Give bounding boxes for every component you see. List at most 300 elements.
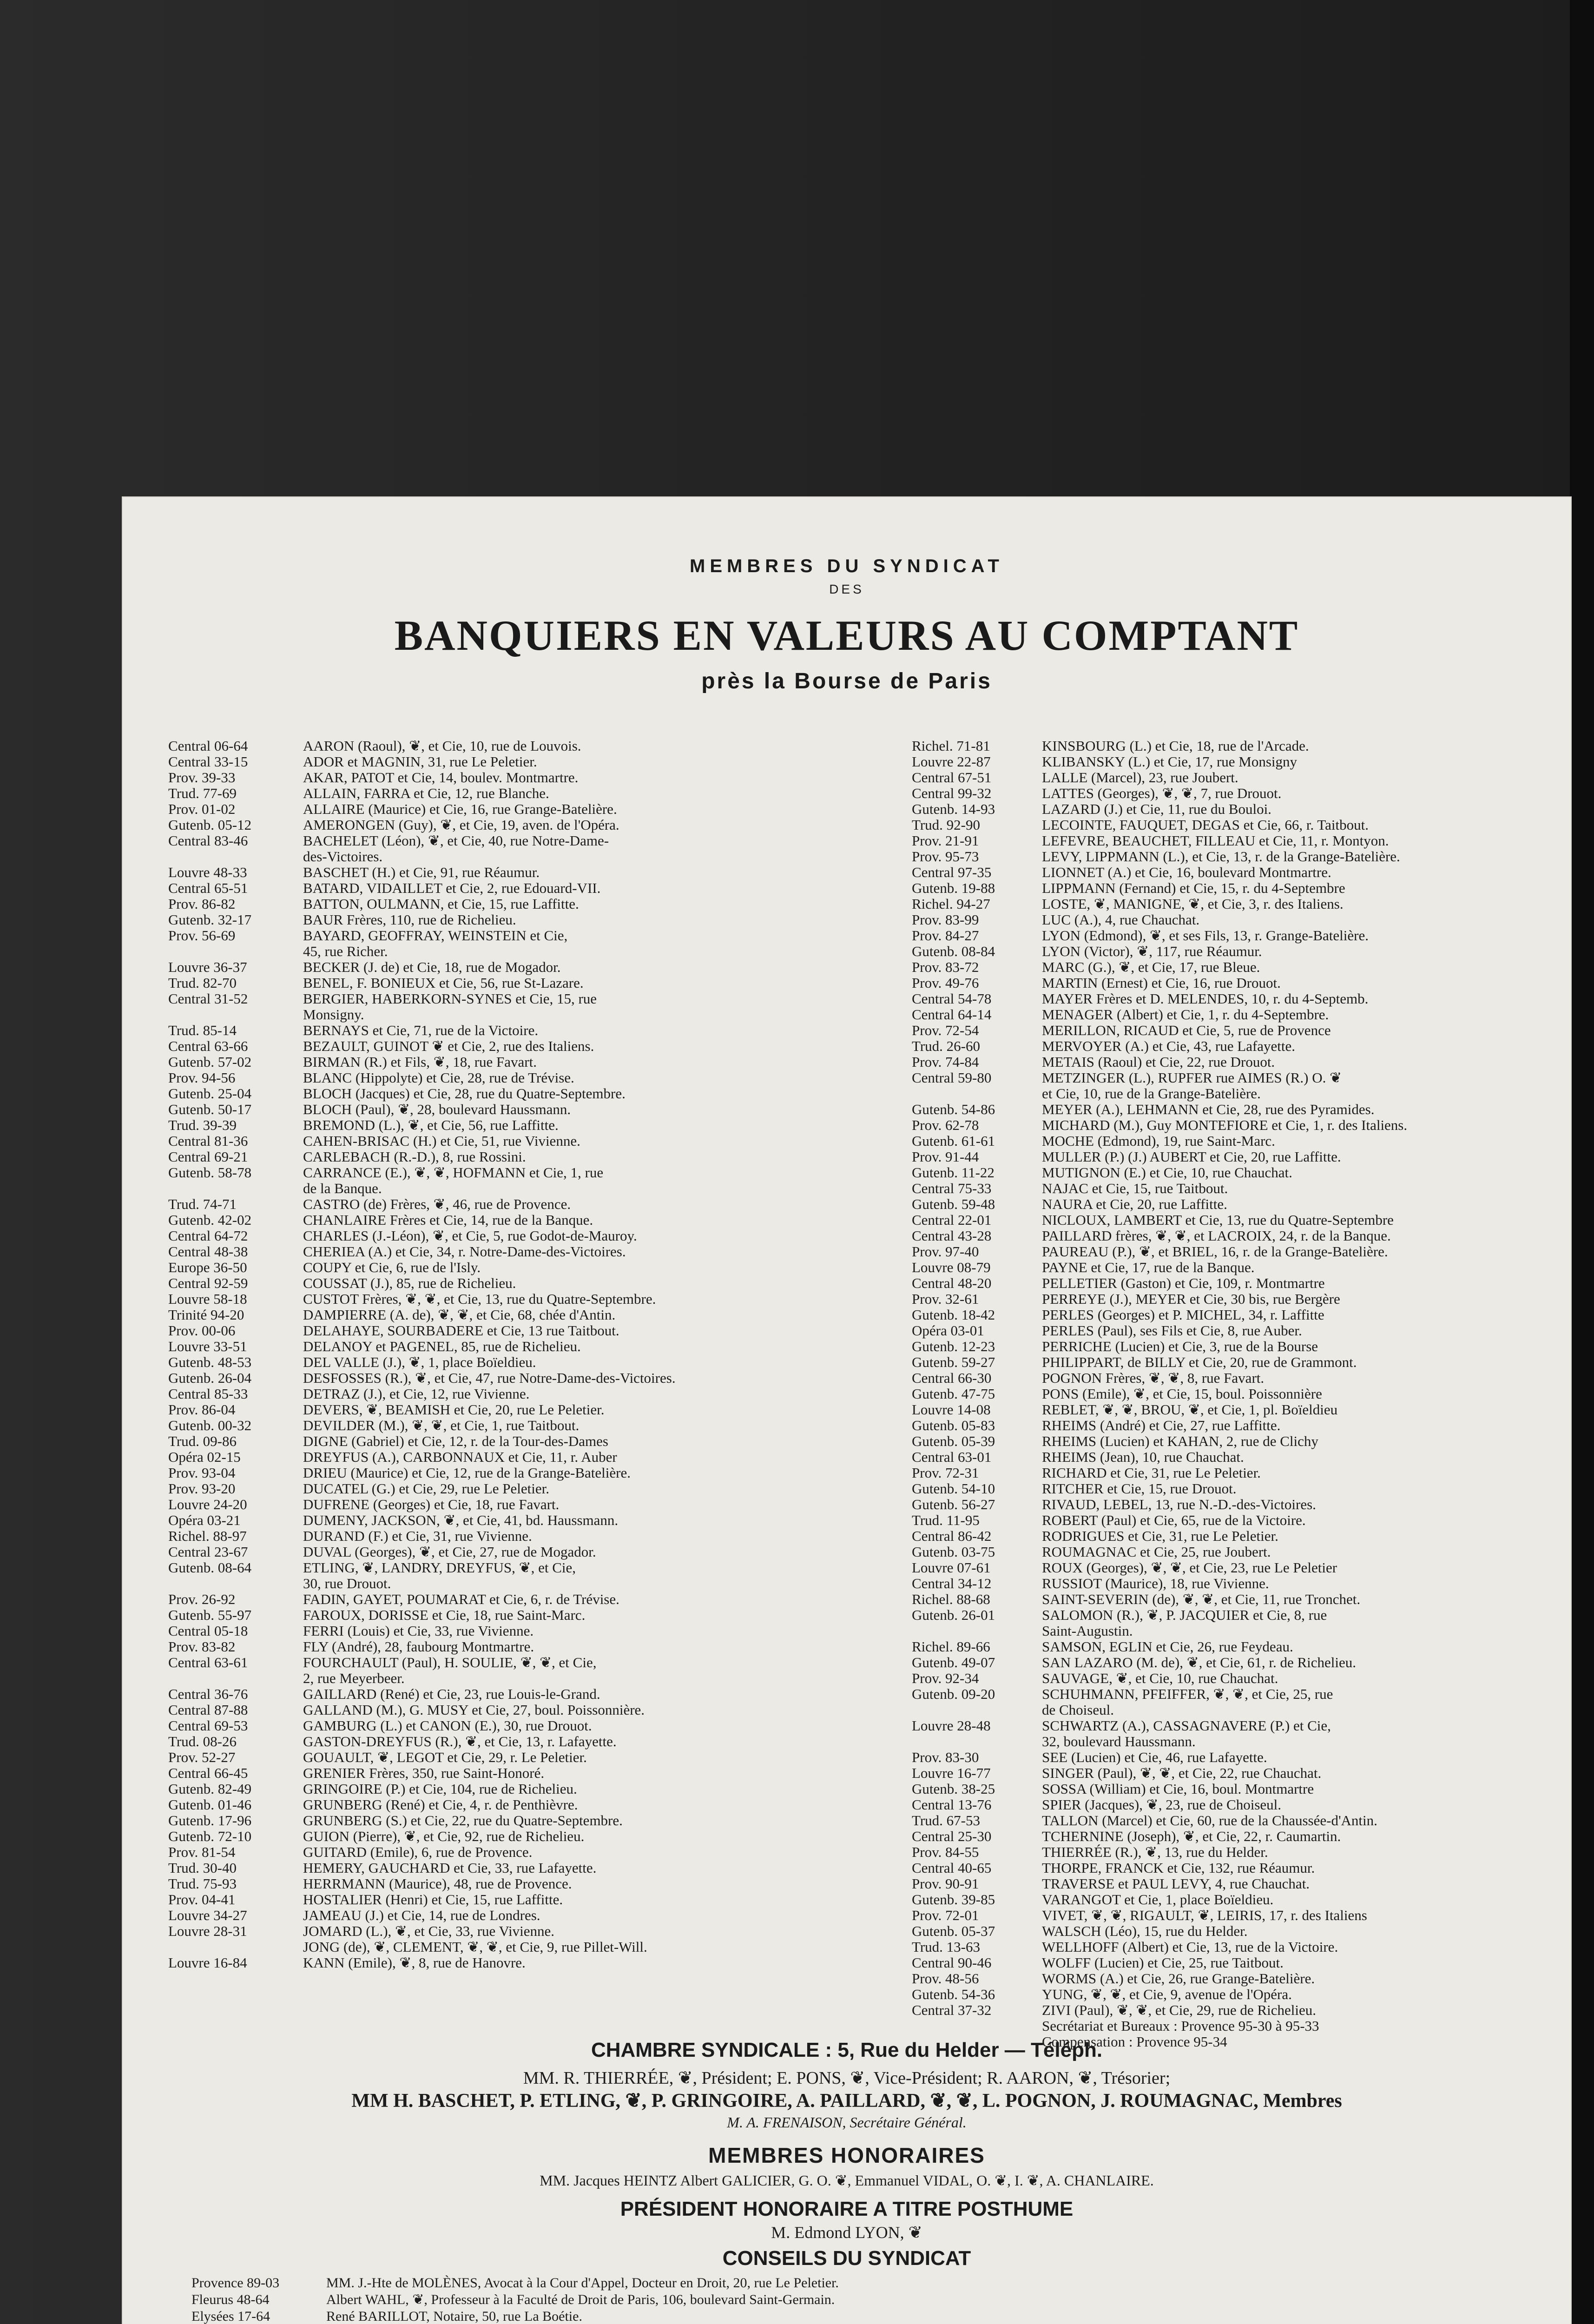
phone-number: Prov. 94-56 <box>168 1070 236 1086</box>
list-item <box>912 1497 1562 1512</box>
phone-number: Trud. 82-70 <box>168 975 237 991</box>
phone-number: Central 81-36 <box>168 1133 248 1149</box>
member-entry: KLIBANSKY (L.) et Cie, 17, rue Monsigny <box>1042 754 1298 770</box>
list-item <box>168 849 884 865</box>
phone-number: Prov. 90-91 <box>912 1876 979 1892</box>
member-entry: AARON (Raoul), ❦, et Cie, 10, rue de Louvois. <box>303 738 581 754</box>
list-item <box>912 1544 1562 1560</box>
phone-number: Louvre 24-20 <box>168 1497 247 1512</box>
list-item <box>168 1275 884 1291</box>
list-item <box>912 1133 1562 1149</box>
member-entry: PERLES (Georges) et P. MICHEL, 34, r. Laffitte <box>1042 1307 1324 1323</box>
member-entry: VARANGOT et Cie, 1, place Boïeldieu. <box>1042 1892 1274 1908</box>
phone-number: Prov. 26-92 <box>168 1591 236 1607</box>
member-entry: FLY (André), 28, faubourg Montmartre. <box>303 1639 534 1655</box>
phone-number: Central 67-51 <box>912 770 992 786</box>
list-item <box>912 1576 1562 1591</box>
conseils-title: CONSEILS DU SYNDICAT <box>722 2247 971 2270</box>
list-item <box>912 1291 1562 1307</box>
phone-number: Prov. 84-27 <box>912 928 979 944</box>
list-item <box>168 1102 884 1117</box>
member-entry: COUSSAT (J.), 85, rue de Richelieu. <box>303 1275 516 1291</box>
member-entry: GASTON-DREYFUS (R.), ❦, et Cie, 13, r. Lafayette. <box>303 1734 617 1750</box>
list-item <box>912 991 1562 1007</box>
member-entry: ALLAIN, FARRA et Cie, 12, rue Blanche. <box>303 786 549 801</box>
member-entry: BASCHET (H.) et Cie, 91, rue Réaumur. <box>303 865 540 880</box>
phone-number: Central 37-32 <box>912 2002 992 2018</box>
phone-number: Trud. 08-26 <box>168 1734 237 1750</box>
member-entry: MOCHE (Edmond), 19, rue Saint-Marc. <box>1042 1133 1275 1149</box>
member-entry: MENAGER (Albert) et Cie, 1, r. du 4-Septembre. <box>1042 1007 1329 1023</box>
member-entry: GRUNBERG (S.) et Cie, 22, rue du Quatre-Septembre. <box>303 1813 623 1829</box>
member-entry: FAROUX, DORISSE et Cie, 18, rue Saint-Marc. <box>303 1607 586 1623</box>
member-entry: MERILLON, RICAUD et Cie, 5, rue de Provence <box>1042 1023 1331 1038</box>
list-item <box>912 2018 1562 2034</box>
phone-number: Louvre 36-37 <box>168 959 247 975</box>
phone-number: Provence 89-03 <box>191 2275 280 2291</box>
member-entry: LATTES (Georges), ❦, ❦, 7, rue Drouot. <box>1042 786 1282 801</box>
phone-number: Trud. 30-40 <box>168 1860 237 1876</box>
list-item <box>168 1860 884 1876</box>
list-item <box>912 1939 1562 1955</box>
member-entry: DIGNE (Gabriel) et Cie, 12, r. de la Tour-des-Dames <box>303 1433 608 1449</box>
list-item <box>912 1433 1562 1449</box>
member-entry: NAURA et Cie, 20, rue Laffitte. <box>1042 1196 1227 1212</box>
list-item <box>912 1781 1562 1797</box>
member-entry: MEYER (A.), LEHMANN et Cie, 28, rue des Pyramides. <box>1042 1102 1375 1117</box>
list-item <box>191 2308 1539 2324</box>
member-entry: CHANLAIRE Frères et Cie, 14, rue de la Banque. <box>303 1212 593 1228</box>
member-entry: NICLOUX, LAMBERT et Cie, 13, rue du Quatre-Septembre <box>1042 1212 1394 1228</box>
phone-number: Trud. 75-93 <box>168 1876 237 1892</box>
phone-number: Gutenb. 54-86 <box>912 1102 995 1117</box>
phone-number: Central 05-18 <box>168 1623 248 1639</box>
member-entry: NAJAC et Cie, 15, rue Taitbout. <box>1042 1181 1228 1196</box>
list-item <box>912 1797 1562 1813</box>
list-item <box>168 1260 884 1275</box>
phone-number: Prov. 62-78 <box>912 1117 979 1133</box>
phone-number <box>912 1734 1042 1750</box>
member-entry: GRUNBERG (René) et Cie, 4, r. de Penthièvre. <box>303 1797 578 1813</box>
phone-number: Prov. 72-31 <box>912 1465 979 1481</box>
president-title: PRÉSIDENT HONORAIRE A TITRE POSTHUME <box>620 2198 1074 2220</box>
list-item <box>191 2275 1539 2291</box>
member-entry: LEFEVRE, BEAUCHET, FILLEAU et Cie, 11, r. Montyon. <box>1042 833 1389 849</box>
phone-number: Gutenb. 11-22 <box>912 1165 995 1181</box>
list-item <box>912 1591 1562 1607</box>
phone-number: Prov. 21-91 <box>912 833 979 849</box>
member-entry: SALOMON (R.), ❦, P. JACQUIER et Cie, 8, rue <box>1042 1607 1327 1623</box>
phone-number: Gutenb. 49-07 <box>912 1655 995 1670</box>
list-item <box>912 1829 1562 1844</box>
member-entry: RHEIMS (Lucien) et KAHAN, 2, rue de Clichy <box>1042 1433 1318 1449</box>
member-entry: MARTIN (Ernest) et Cie, 16, rue Drouot. <box>1042 975 1281 991</box>
member-entry: MM. J.-Hte de MOLÈNES, Avocat à la Cour d'Appel, Docteur en Droit, 20, rue Le Peletier. <box>326 2275 839 2291</box>
list-item <box>912 1639 1562 1655</box>
list-item <box>168 944 884 959</box>
member-entry: ETLING, ❦, LANDRY, DREYFUS, ❦, et Cie, <box>303 1560 576 1576</box>
phone-number: Central 75-33 <box>912 1181 992 1196</box>
list-item <box>912 1844 1562 1860</box>
list-item <box>168 1117 884 1133</box>
list-item <box>168 1481 884 1497</box>
member-entry: HOSTALIER (Henri) et Cie, 15, rue Laffitte. <box>303 1892 563 1908</box>
member-entry: JAMEAU (J.) et Cie, 14, rue de Londres. <box>303 1908 540 1923</box>
list-item <box>912 1718 1562 1734</box>
member-entry: BLANC (Hippolyte) et Cie, 28, rue de Trévise. <box>303 1070 574 1086</box>
list-item <box>168 1876 884 1892</box>
list-item <box>168 1765 884 1781</box>
phone-number: Trinité 94-20 <box>168 1307 244 1323</box>
list-item <box>168 1813 884 1829</box>
list-item <box>912 1007 1562 1023</box>
list-item <box>912 2002 1562 2018</box>
list-item <box>912 975 1562 991</box>
phone-number: Louvre 33-51 <box>168 1339 247 1354</box>
list-item <box>168 1354 884 1370</box>
list-item <box>168 1070 884 1086</box>
phone-number: Gutenb. 55-97 <box>168 1607 252 1623</box>
member-entry: BECKER (J. de) et Cie, 18, rue de Mogador. <box>303 959 561 975</box>
member-entry: DETRAZ (J.), et Cie, 12, rue Vivienne. <box>303 1386 530 1402</box>
phone-number: Gutenb. 50-17 <box>168 1102 252 1117</box>
phone-number: Central 66-30 <box>912 1370 992 1386</box>
member-entry: DELAHAYE, SOURBADERE et Cie, 13 rue Taitbout. <box>303 1323 619 1339</box>
member-entry: GALLAND (M.), G. MUSY et Cie, 27, boul. Poissonnière. <box>303 1702 645 1718</box>
list-item <box>912 1892 1562 1908</box>
member-entry: DESFOSSES (R.), ❦, et Cie, 47, rue Notre-Dame-des-Victoires. <box>303 1370 676 1386</box>
member-entry: 45, rue Richer. <box>303 944 388 959</box>
list-item <box>168 1718 884 1734</box>
list-item <box>168 991 884 1007</box>
list-item <box>912 1244 1562 1260</box>
phone-number: Louvre 48-33 <box>168 865 247 880</box>
list-item <box>168 959 884 975</box>
list-item <box>168 786 884 801</box>
member-entry: SAUVAGE, ❦, et Cie, 10, rue Chauchat. <box>1042 1670 1278 1686</box>
phone-number <box>168 1181 303 1196</box>
member-entry: JOMARD (L.), ❦, et Cie, 33, rue Vivienne. <box>303 1923 554 1939</box>
list-item <box>912 959 1562 975</box>
member-entry: KANN (Emile), ❦, 8, rue de Hanovre. <box>303 1955 526 1971</box>
phone-number: Gutenb. 59-27 <box>912 1354 995 1370</box>
member-entry: TALLON (Marcel) et Cie, 60, rue de la Chaussée-d'Antin. <box>1042 1813 1377 1829</box>
list-item <box>912 817 1562 833</box>
list-item <box>168 1291 884 1307</box>
list-item <box>912 1734 1562 1750</box>
phone-number: Trud. 92-90 <box>912 817 980 833</box>
member-entry: THIERRÉE (R.), ❦, 13, rue du Helder. <box>1042 1844 1268 1860</box>
president-name: M. Edmond LYON, ❦ <box>771 2223 922 2242</box>
list-item <box>168 1955 884 1971</box>
list-item <box>168 1734 884 1750</box>
phone-number: Central 90-46 <box>912 1955 992 1971</box>
list-item <box>168 1576 884 1591</box>
member-entry: LOSTE, ❦, MANIGNE, ❦, et Cie, 3, r. des Italiens. <box>1042 896 1344 912</box>
list-item <box>168 1038 884 1054</box>
list-item <box>168 1054 884 1070</box>
list-item <box>912 1765 1562 1781</box>
member-entry: WELLHOFF (Albert) et Cie, 13, rue de la Victoire. <box>1042 1939 1338 1955</box>
list-item <box>912 833 1562 849</box>
phone-number: Gutenb. 05-12 <box>168 817 252 833</box>
member-entry: ALLAIRE (Maurice) et Cie, 16, rue Grange-Batelière. <box>303 801 617 817</box>
phone-number: Central 13-76 <box>912 1797 992 1813</box>
list-item <box>912 896 1562 912</box>
member-entry: RICHARD et Cie, 31, rue Le Peletier. <box>1042 1465 1261 1481</box>
list-item <box>912 1117 1562 1133</box>
member-entry: SINGER (Paul), ❦, ❦, et Cie, 22, rue Chauchat. <box>1042 1765 1322 1781</box>
list-item <box>912 1813 1562 1829</box>
phone-number: Prov. 32-61 <box>912 1291 979 1307</box>
phone-number: Prov. 83-99 <box>912 912 979 928</box>
header-title: BANQUIERS EN VALEURS AU COMPTANT <box>394 612 1299 659</box>
list-item <box>912 1560 1562 1576</box>
list-item <box>912 1987 1562 2002</box>
member-entry: Monsigny. <box>303 1007 364 1023</box>
member-entry: LALLE (Marcel), 23, rue Joubert. <box>1042 770 1238 786</box>
phone-number: Prov. 04-41 <box>168 1892 236 1908</box>
phone-number: Central 63-01 <box>912 1449 992 1465</box>
phone-number: Gutenb. 82-49 <box>168 1781 252 1797</box>
list-item <box>168 1212 884 1228</box>
phone-number: Prov. 93-04 <box>168 1465 236 1481</box>
list-item <box>168 1686 884 1702</box>
phone-number: Gutenb. 39-85 <box>912 1892 995 1908</box>
member-entry: SAINT-SEVERIN (de), ❦, ❦, et Cie, 11, rue Tronchet. <box>1042 1591 1361 1607</box>
phone-number: Prov. 81-54 <box>168 1844 236 1860</box>
phone-number: Prov. 01-02 <box>168 801 236 817</box>
member-entry: ROBERT (Paul) et Cie, 65, rue de la Victoire. <box>1042 1512 1306 1528</box>
phone-number: Prov. 74-84 <box>912 1054 979 1070</box>
list-item <box>168 896 884 912</box>
list-item <box>168 1370 884 1386</box>
member-entry: GUITARD (Emile), 6, rue de Provence. <box>303 1844 533 1860</box>
member-entry: KINSBOURG (L.) et Cie, 18, rue de l'Arcade. <box>1042 738 1309 754</box>
member-entry: ROUX (Georges), ❦, ❦, et Cie, 23, rue Le Peletier <box>1042 1560 1337 1576</box>
list-item <box>168 1181 884 1196</box>
phone-number: Central 97-35 <box>912 865 992 880</box>
member-entry: ADOR et MAGNIN, 31, rue Le Peletier. <box>303 754 537 770</box>
phone-number: Trud. 39-39 <box>168 1117 237 1133</box>
member-entry: GUION (Pierre), ❦, et Cie, 92, rue de Richelieu. <box>303 1829 585 1844</box>
list-item <box>912 1054 1562 1070</box>
member-entry: LEVY, LIPPMANN (L.), et Cie, 13, r. de la Grange-Batelière. <box>1042 849 1400 865</box>
phone-number <box>168 944 303 959</box>
list-item <box>912 738 1562 754</box>
phone-number: Central 22-01 <box>912 1212 992 1228</box>
list-item <box>912 786 1562 801</box>
list-item <box>168 1402 884 1418</box>
list-item <box>912 912 1562 928</box>
phone-number: Richel. 94-27 <box>912 896 990 912</box>
member-entry: LUC (A.), 4, rue Chauchat. <box>1042 912 1200 928</box>
phone-number <box>912 1086 1042 1102</box>
member-entry: BEZAULT, GUINOT ❦ et Cie, 2, rue des Italiens. <box>303 1038 594 1054</box>
phone-number: Trud. 77-69 <box>168 786 237 801</box>
list-item <box>912 1702 1562 1718</box>
phone-number: Gutenb. 54-36 <box>912 1987 995 2002</box>
member-entry: 32, boulevard Haussmann. <box>1042 1734 1196 1750</box>
member-entry: BREMOND (L.), ❦, et Cie, 56, rue Laffitte. <box>303 1117 559 1133</box>
member-entry: PAILLARD frères, ❦, ❦, et LACROIX, 24, r. de la Banque. <box>1042 1228 1391 1244</box>
list-item <box>168 1433 884 1449</box>
member-entry: THORPE, FRANCK et Cie, 132, rue Réaumur. <box>1042 1860 1315 1876</box>
phone-number: Central 92-59 <box>168 1275 248 1291</box>
member-entry: COUPY et Cie, 6, rue de l'Isly. <box>303 1260 481 1275</box>
phone-number: Central 63-61 <box>168 1655 248 1670</box>
list-item <box>168 1560 884 1576</box>
member-entry: AKAR, PATOT et Cie, 14, boulev. Montmartre. <box>303 770 579 786</box>
member-entry: BATARD, VIDAILLET et Cie, 2, rue Edouard-VII. <box>303 880 601 896</box>
member-entry: WORMS (A.) et Cie, 26, rue Grange-Batelière. <box>1042 1971 1315 1987</box>
phone-number: Central 63-66 <box>168 1038 248 1054</box>
member-entry: BACHELET (Léon), ❦, et Cie, 40, rue Notre-Dame- <box>303 833 609 849</box>
phone-number: Central 25-30 <box>912 1829 992 1844</box>
phone-number <box>168 1939 303 1955</box>
member-entry: LYON (Edmond), ❦, et ses Fils, 13, r. Grange-Batelière. <box>1042 928 1369 944</box>
list-item <box>912 880 1562 896</box>
secretaire-general: M. A. FRENAISON, Secrétaire Général. <box>727 2114 967 2131</box>
member-entry: BERGIER, HABERKORN-SYNES et Cie, 15, rue <box>303 991 597 1007</box>
member-entry: TRAVERSE et PAUL LEVY, 4, rue Chauchat. <box>1042 1876 1310 1892</box>
member-entry: Saint-Augustin. <box>1042 1623 1133 1639</box>
member-entry: POGNON Frères, ❦, ❦, 8, rue Favart. <box>1042 1370 1265 1386</box>
phone-number: Trud. 85-14 <box>168 1023 237 1038</box>
member-entry: DEL VALLE (J.), ❦, 1, place Boïeldieu. <box>303 1354 536 1370</box>
scan-edge <box>1570 0 1594 2324</box>
member-entry: des-Victoires. <box>303 849 383 865</box>
phone-number: Prov. 84-55 <box>912 1844 979 1860</box>
list-item <box>168 1607 884 1623</box>
member-entry: DEVERS, ❦, BEAMISH et Cie, 20, rue Le Peletier. <box>303 1402 605 1418</box>
phone-number: Louvre 14-08 <box>912 1402 991 1418</box>
list-item <box>168 1939 884 1955</box>
member-entry: MARC (G.), ❦, et Cie, 17, rue Bleue. <box>1042 959 1260 975</box>
phone-number: Prov. 93-20 <box>168 1481 236 1497</box>
member-entry: SAN LAZARO (M. de), ❦, et Cie, 61, r. de Richelieu. <box>1042 1655 1357 1670</box>
header-des: DES <box>829 582 864 596</box>
list-item <box>912 1449 1562 1465</box>
phone-number: Prov. 72-01 <box>912 1908 979 1923</box>
list-item <box>168 1750 884 1765</box>
member-entry: PAUREAU (P.), ❦, et BRIEL, 16, r. de la Grange-Batelière. <box>1042 1244 1388 1260</box>
list-item <box>168 1670 884 1686</box>
phone-number: Europe 36-50 <box>168 1260 247 1275</box>
member-entry: RIVAUD, LEBEL, 13, rue N.-D.-des-Victoires. <box>1042 1497 1316 1512</box>
list-item <box>168 1908 884 1923</box>
header-subtitle: près la Bourse de Paris <box>701 669 992 693</box>
phone-number: Central 48-20 <box>912 1275 992 1291</box>
list-item <box>168 1702 884 1718</box>
member-entry: CUSTOT Frères, ❦, ❦, et Cie, 13, rue du Quatre-Septembre. <box>303 1291 656 1307</box>
member-entry: AMERONGEN (Guy), ❦, et Cie, 19, aven. de l'Opéra. <box>303 817 619 833</box>
list-item <box>168 801 884 817</box>
phone-number: Richel. 89-66 <box>912 1639 990 1655</box>
phone-number: Central 34-12 <box>912 1576 992 1591</box>
phone-number: Louvre 16-84 <box>168 1955 247 1971</box>
member-entry: BLOCH (Jacques) et Cie, 28, rue du Quatre-Septembre. <box>303 1086 626 1102</box>
list-item <box>912 1512 1562 1528</box>
phone-number: Trud. 26-60 <box>912 1038 980 1054</box>
member-entry: SEE (Lucien) et Cie, 46, rue Lafayette. <box>1042 1750 1267 1765</box>
phone-number: Gutenb. 08-84 <box>912 944 995 959</box>
phone-number: Prov. 86-82 <box>168 896 236 912</box>
phone-number: Opéra 03-21 <box>168 1512 241 1528</box>
member-entry: MULLER (P.) (J.) AUBERT et Cie, 20, rue Laffitte. <box>1042 1149 1341 1165</box>
list-item <box>912 1181 1562 1196</box>
phone-number <box>912 1623 1042 1639</box>
phone-number: Richel. 88-68 <box>912 1591 990 1607</box>
phone-number <box>168 1007 303 1023</box>
member-entry: GRINGOIRE (P.) et Cie, 104, rue de Richelieu. <box>303 1781 577 1797</box>
phone-number: Richel. 88-97 <box>168 1528 247 1544</box>
list-item <box>168 1639 884 1655</box>
list-item <box>168 1339 884 1354</box>
member-entry: VIVET, ❦, ❦, RIGAULT, ❦, LEIRIS, 17, r. des Italiens <box>1042 1908 1367 1923</box>
list-item <box>912 801 1562 817</box>
member-entry: GAILLARD (René) et Cie, 23, rue Louis-le-Grand. <box>303 1686 600 1702</box>
list-item <box>168 1591 884 1607</box>
list-item <box>912 1955 1562 1971</box>
list-item <box>168 1497 884 1512</box>
list-item <box>912 1528 1562 1544</box>
member-entry: CARLEBACH (R.-D.), 8, rue Rossini. <box>303 1149 526 1165</box>
member-entry: SPIER (Jacques), ❦, 23, rue de Choiseul. <box>1042 1797 1282 1813</box>
member-entry: ROUMAGNAC et Cie, 25, rue Joubert. <box>1042 1544 1271 1560</box>
phone-number: Gutenb. 08-64 <box>168 1560 252 1576</box>
phone-number: Prov. 49-76 <box>912 975 979 991</box>
phone-number: Trud. 11-95 <box>912 1512 980 1528</box>
chambre-syndicale: CHAMBRE SYNDICALE : 5, Rue du Helder — Téléph. <box>591 2039 1103 2061</box>
member-entry: GAMBURG (L.) et CANON (E.), 30, rue Drouot. <box>303 1718 592 1734</box>
phone-number: Prov. 91-44 <box>912 1149 979 1165</box>
member-entry: PAYNE et Cie, 17, rue de la Banque. <box>1042 1260 1255 1275</box>
phone-number: Gutenb. 18-42 <box>912 1307 995 1323</box>
list-item <box>912 1086 1562 1102</box>
list-item <box>912 770 1562 786</box>
phone-number: Gutenb. 59-48 <box>912 1196 995 1212</box>
member-entry: RUSSIOT (Maurice), 18, rue Vivienne. <box>1042 1576 1269 1591</box>
member-entry: PELLETIER (Gaston) et Cie, 109, r. Montmartre <box>1042 1275 1325 1291</box>
phone-number: Central 69-53 <box>168 1718 248 1734</box>
list-item <box>168 1149 884 1165</box>
member-entry: DUFRENE (Georges) et Cie, 18, rue Favart. <box>303 1497 560 1512</box>
list-item <box>168 912 884 928</box>
phone-number: Gutenb. 05-39 <box>912 1433 995 1449</box>
phone-number: Louvre 58-18 <box>168 1291 247 1307</box>
phone-number: Richel. 71-81 <box>912 738 990 754</box>
list-item <box>912 1386 1562 1402</box>
list-item <box>168 833 884 849</box>
phone-number: Prov. 52-27 <box>168 1750 236 1765</box>
list-item <box>168 1544 884 1560</box>
member-entry: de Choiseul. <box>1042 1702 1114 1718</box>
member-entry: DELANOY et PAGENEL, 85, rue de Richelieu. <box>303 1339 581 1354</box>
phone-number: Prov. 95-73 <box>912 849 979 865</box>
list-item <box>168 1528 884 1544</box>
member-entry: BENEL, F. BONIEUX et Cie, 56, rue St-Lazare. <box>303 975 584 991</box>
list-item <box>168 1165 884 1181</box>
members-list-left <box>168 738 884 1971</box>
member-entry: RHEIMS (Jean), 10, rue Chauchat. <box>1042 1449 1244 1465</box>
list-item <box>912 1686 1562 1702</box>
member-entry: BAYARD, GEOFFRAY, WEINSTEIN et Cie, <box>303 928 568 944</box>
list-item <box>168 1829 884 1844</box>
phone-number: Gutenb. 12-23 <box>912 1339 995 1354</box>
list-item <box>168 1228 884 1244</box>
phone-number: Gutenb. 00-32 <box>168 1418 252 1433</box>
